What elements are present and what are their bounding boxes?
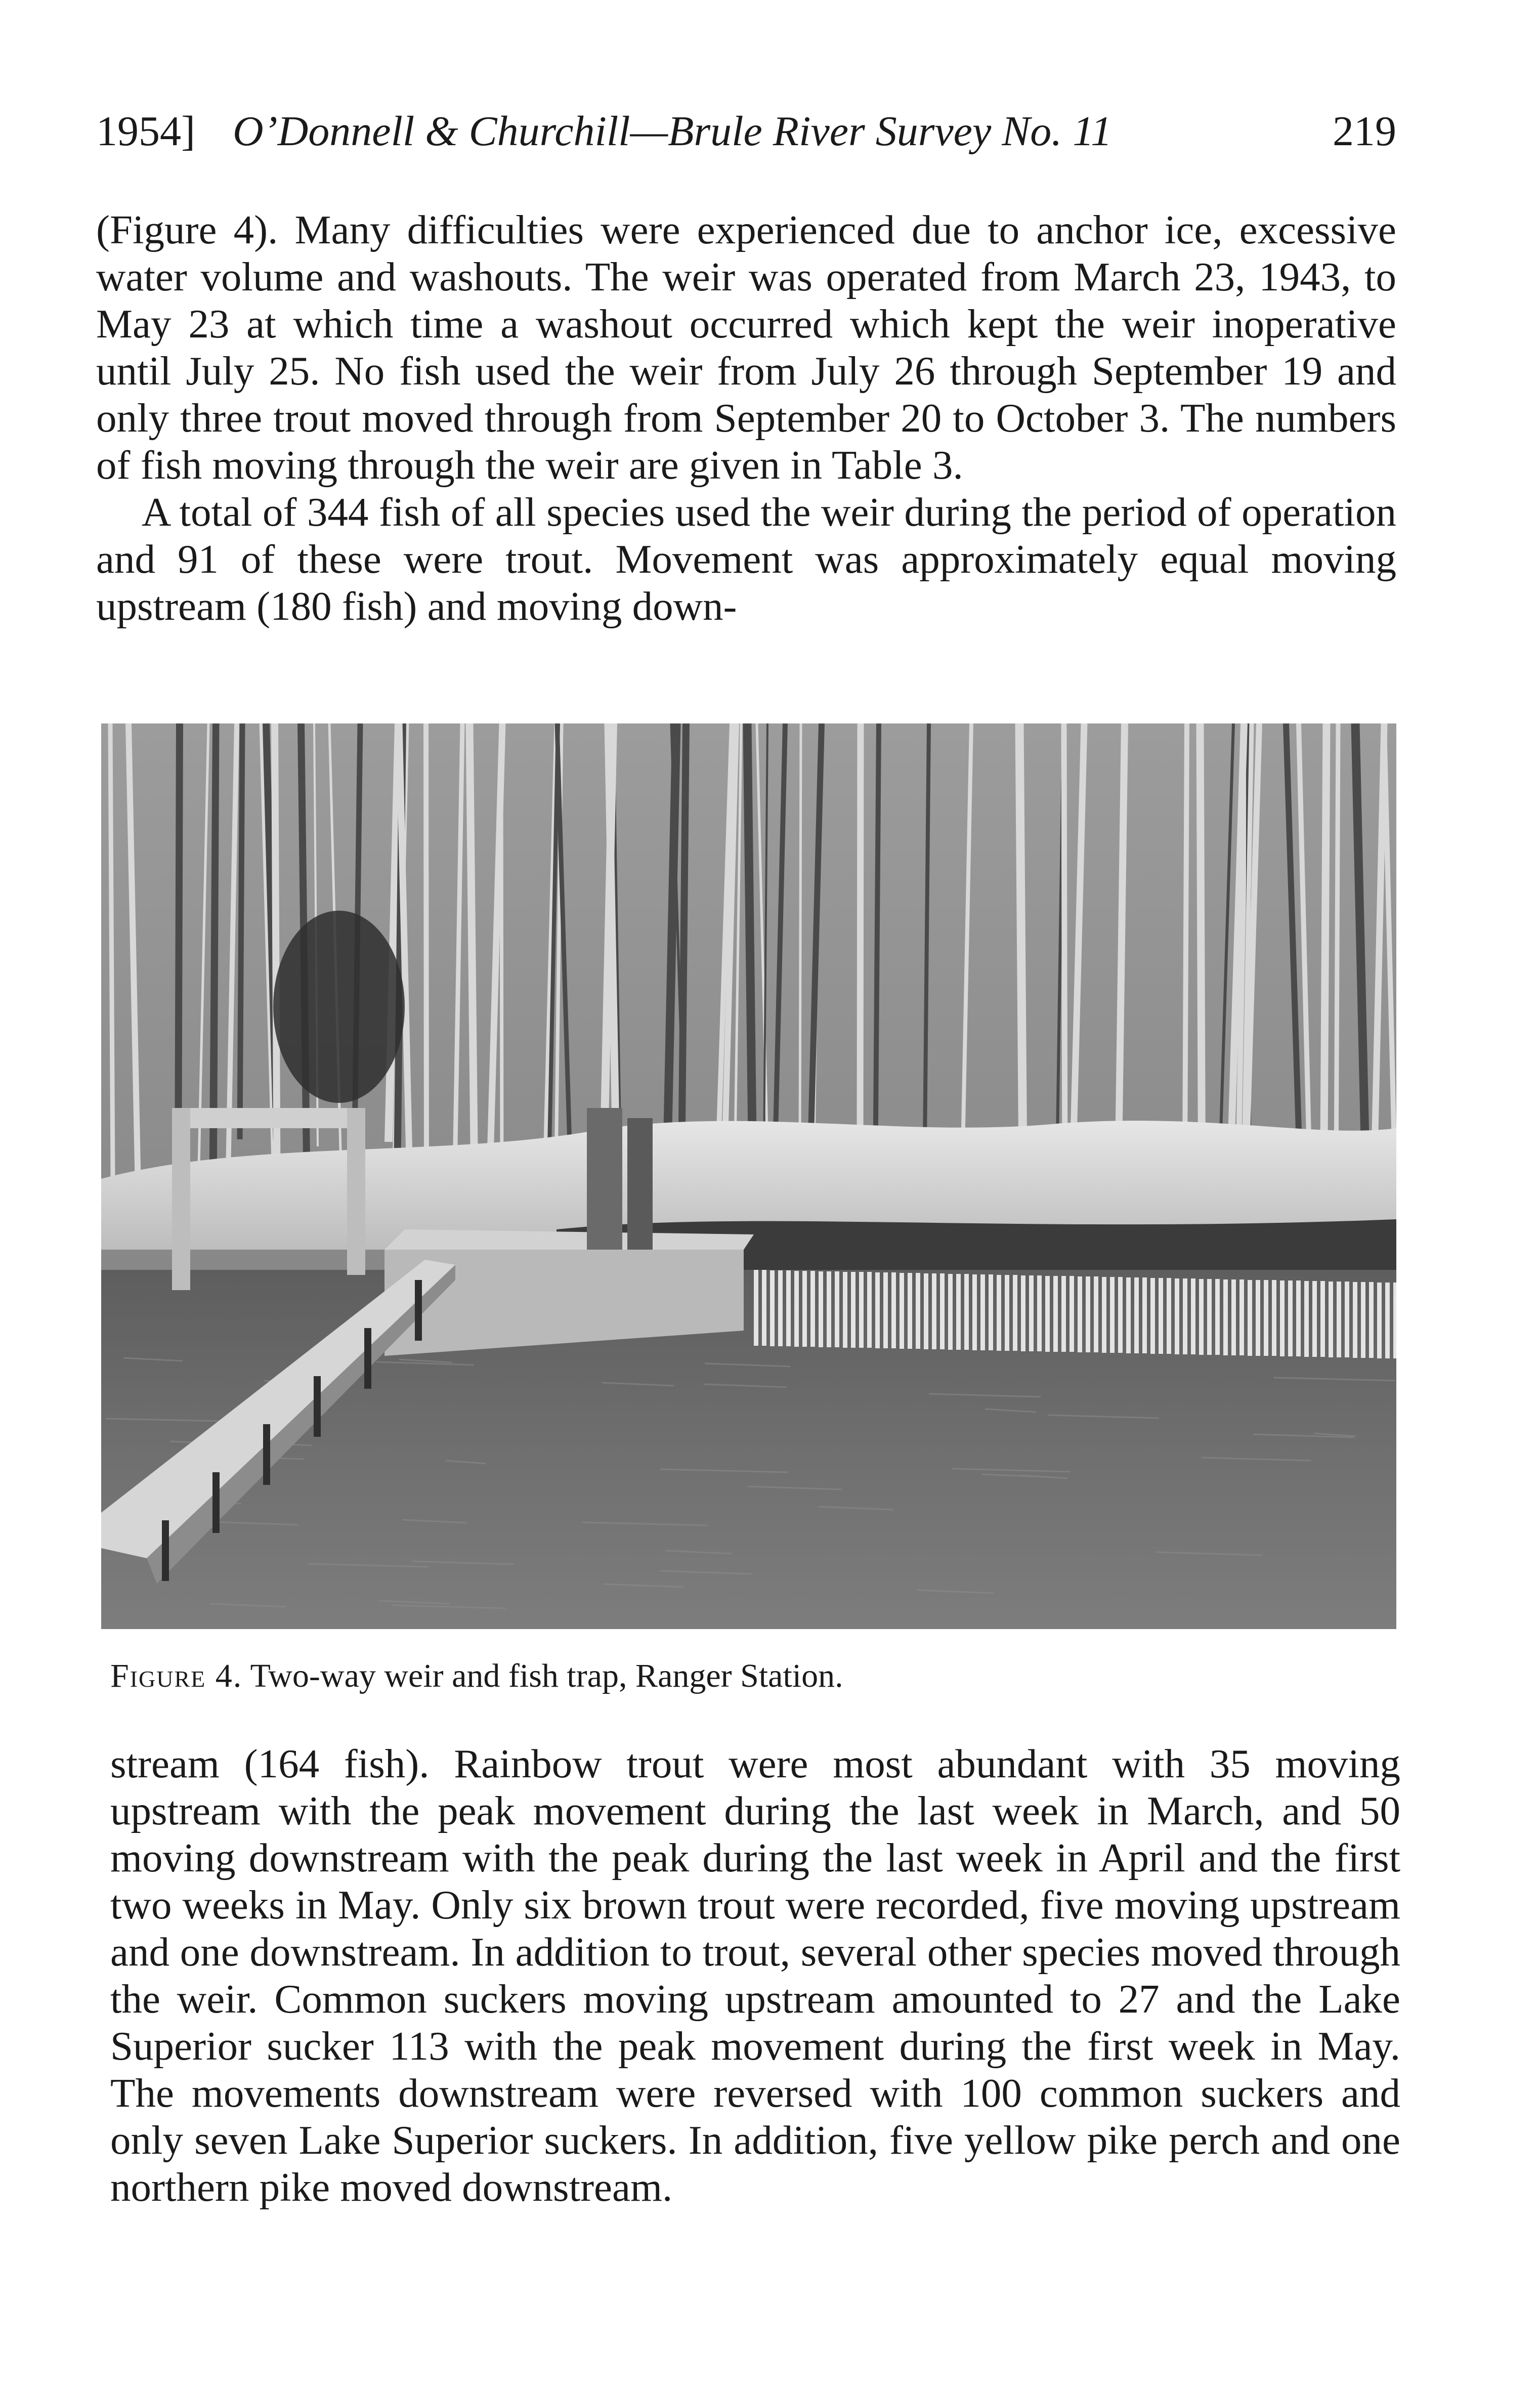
page-number: 219 [1333, 108, 1396, 155]
running-head-year: 1954] [96, 108, 195, 155]
body-text-bottom [110, 1740, 1400, 2211]
body-text-top [96, 206, 1396, 630]
paragraph-fish-totals: A total of 344 fish of all species used the weir during the period of operation and 91 of these were trout. Movement was approximately equal moving upstream (180 fish) and moving down- [96, 489, 1396, 629]
running-head [96, 101, 1396, 162]
figure-weir-photograph [101, 723, 1396, 1629]
paragraph-figure-reference: (Figure 4). Many difficulties were experienced due to anchor ice, excessive water volume and washouts. The weir was operated from March 23, 1943, to May 23 at which time a washout occurred which kept the weir inoperative until July 25. No fish used the weir from July 26 through September 19 and only three trout moved through from September 20 to October 3. The numbers of fish moving through the weir are given in Table 3. [96, 207, 1396, 488]
figure-caption-label: Figure 4. [110, 1657, 243, 1694]
running-head-title: O’Donnell & Churchill—Brule River Survey No. 11 [233, 108, 1113, 155]
figure-caption-text: Two-way weir and fish trap, Ranger Station. [250, 1657, 843, 1694]
paragraph-species-movement: stream (164 fish). Rainbow trout were most abundant with 35 moving upstream with the peak movement during the last week in March, and 50 moving downstream with the peak during the last week in April and the first two weeks in May. Only six brown trout were recorded, five moving upstream and one downstream. In addition to trout, several other species moved through the weir. Common suckers moving upstream amounted to 27 and the Lake Superior sucker 113 with the peak movement during the first week in May. The movements downstream were reversed with 100 common suckers and only seven Lake Superior suckers. In addition, five yellow pike perch and one northern pike moved downstream. [110, 1741, 1400, 2210]
figure-caption [110, 1653, 843, 1699]
